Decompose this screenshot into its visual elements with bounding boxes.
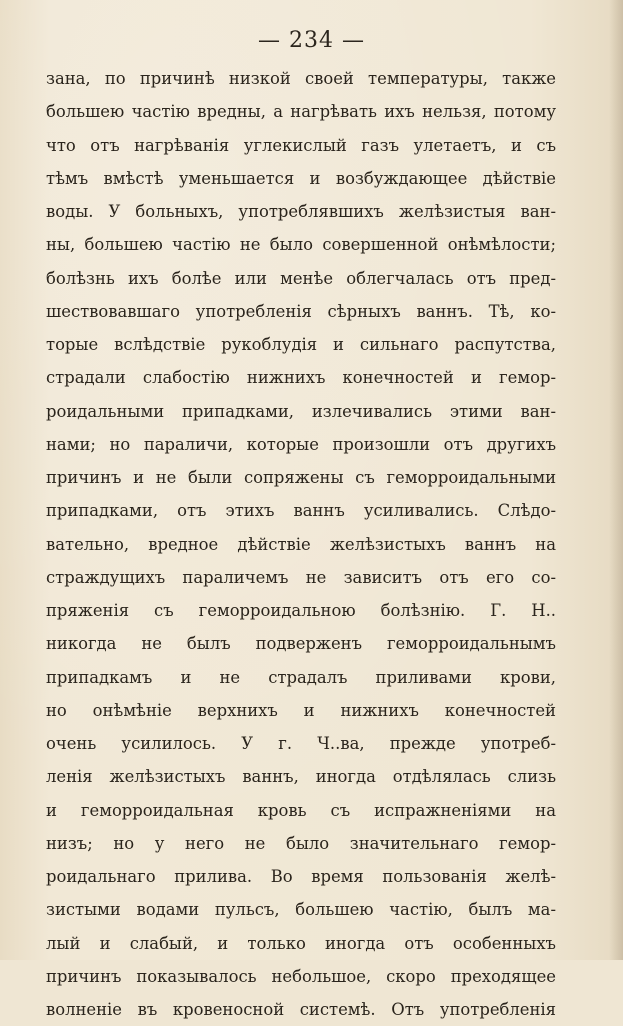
text-line: ны, большею частію не было совершенной онѣмѣлости; — [46, 235, 556, 255]
text-line: припадкамъ и не страдалъ приливами крови, — [46, 667, 556, 687]
text-line: вательно, вредное дѣйствіе желѣзистыхъ ваннъ на — [46, 534, 556, 554]
text-line: нами; но параличи, которые произошли отъ другихъ — [46, 434, 556, 454]
text-line: большею частію вредны, а нагрѣвать ихъ нельзя, потому — [46, 102, 556, 122]
page-number: — 234 — — [258, 28, 365, 53]
text-line: страждущихъ параличемъ не зависитъ отъ его со- — [46, 567, 556, 587]
text-line: шествовавшаго употребленія сѣрныхъ ваннъ. Тѣ, ко- — [46, 301, 556, 321]
text-line: и геморроидальная кровь съ испражненіями на — [46, 800, 556, 820]
text-line: страдали слабостію нижнихъ конечностей и гемор- — [46, 368, 556, 388]
page-edge-shadow — [609, 0, 623, 960]
text-line: очень усилилось. У г. Ч..ва, прежде употреб- — [46, 734, 556, 753]
text-line: пряженія съ геморроидальною болѣзнію. Г. Н.. — [46, 601, 556, 620]
text-line: ленія желѣзистыхъ ваннъ, иногда отдѣлялась слизь — [46, 767, 556, 787]
text-line: никогда не былъ подверженъ геморроидальнымъ — [46, 634, 556, 654]
text-line: тѣмъ вмѣстѣ уменьшается и возбуждающее дѣйствіе — [46, 168, 556, 188]
text-line: зана, по причинѣ низкой своей температуры, также — [46, 69, 556, 88]
text-line: болѣзнь ихъ болѣе или менѣе облегчалась отъ пред- — [46, 268, 556, 288]
text-line: зистыми водами пульсъ, большею частію, былъ ма- — [46, 900, 556, 920]
text-line: причинъ и не были сопряжены съ геморроидальными — [46, 468, 556, 487]
text-line: причинъ показывалось небольшое, скоро преходящее — [46, 966, 556, 986]
text-line: припадками, отъ этихъ ваннъ усиливались. Слѣдо- — [46, 501, 556, 521]
text-line: роидальными припадками, излечивались этими ван- — [46, 401, 556, 421]
text-line: торые вслѣдствіе рукоблудія и сильнаго распутства, — [46, 335, 556, 354]
text-line: что отъ нагрѣванія углекислый газъ улетаетъ, и съ — [46, 135, 556, 155]
text-line: лый и слабый, и только иногда отъ особенныхъ — [46, 933, 556, 953]
text-line: воды. У больныхъ, употреблявшихъ желѣзистыя ван- — [46, 202, 556, 221]
text-line: роидальнаго прилива. Во время пользованія желѣ- — [46, 867, 556, 886]
text-line: но онѣмѣніе верхнихъ и нижнихъ конечностей — [46, 700, 556, 720]
text-line: волненіе въ кровеносной системѣ. Отъ употребленія — [46, 1000, 556, 1019]
body-text — [46, 62, 556, 1026]
text-line: низъ; но у него не было значительнаго гемор- — [46, 833, 556, 853]
